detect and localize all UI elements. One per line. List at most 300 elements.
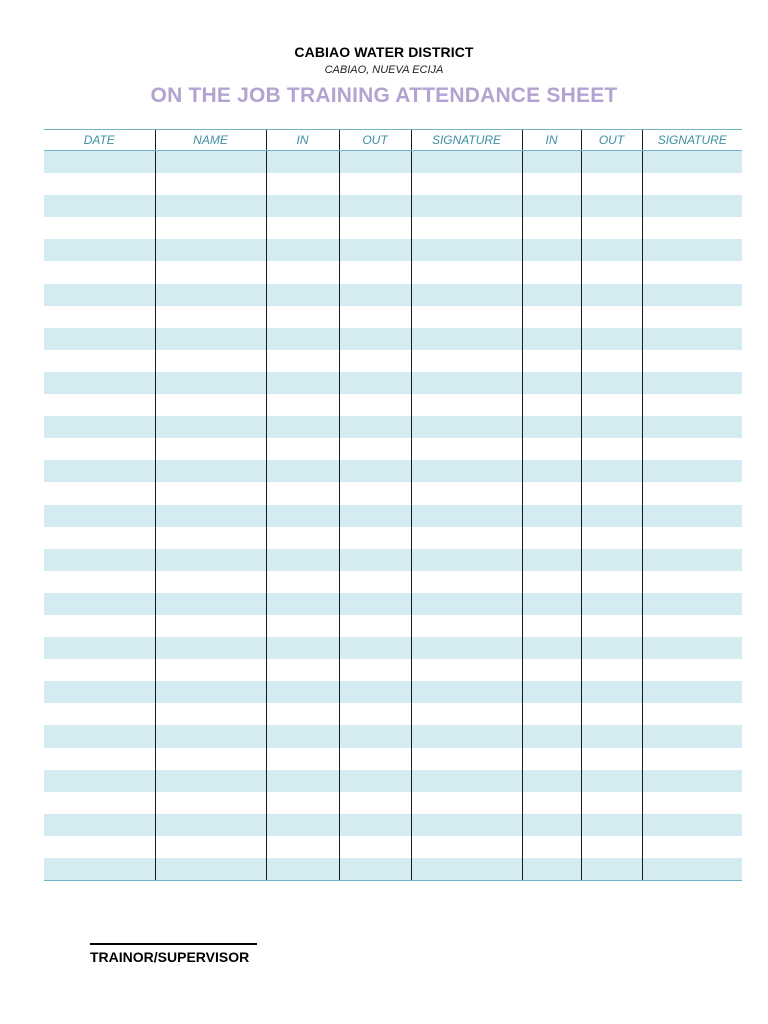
table-cell[interactable] [155, 239, 266, 261]
table-cell[interactable] [581, 858, 642, 881]
table-cell[interactable] [581, 306, 642, 328]
table-cell[interactable] [581, 239, 642, 261]
table-cell[interactable] [44, 792, 155, 814]
table-cell[interactable] [44, 748, 155, 770]
table-cell[interactable] [266, 482, 339, 504]
table-cell[interactable] [155, 814, 266, 836]
table-row [44, 615, 742, 637]
table-cell[interactable] [339, 593, 411, 615]
table-cell[interactable] [522, 858, 581, 881]
table-cell[interactable] [266, 372, 339, 394]
table-cell[interactable] [642, 637, 742, 659]
table-cell[interactable] [411, 151, 522, 174]
table-cell[interactable] [642, 770, 742, 792]
table-cell[interactable] [155, 681, 266, 703]
table-cell[interactable] [339, 571, 411, 593]
table-cell[interactable] [155, 217, 266, 239]
table-cell[interactable] [522, 659, 581, 681]
table-cell[interactable] [411, 593, 522, 615]
table-cell[interactable] [266, 328, 339, 350]
table-cell[interactable] [411, 770, 522, 792]
table-cell[interactable] [411, 239, 522, 261]
table-cell[interactable] [44, 438, 155, 460]
table-cell[interactable] [266, 527, 339, 549]
table-cell[interactable] [266, 173, 339, 195]
table-cell[interactable] [339, 505, 411, 527]
table-cell[interactable] [642, 350, 742, 372]
table-cell[interactable] [411, 460, 522, 482]
table-cell[interactable] [339, 372, 411, 394]
table-cell[interactable] [411, 372, 522, 394]
table-cell[interactable] [522, 748, 581, 770]
table-cell[interactable] [266, 615, 339, 637]
table-cell[interactable] [155, 703, 266, 725]
table-cell[interactable] [266, 858, 339, 881]
table-cell[interactable] [44, 372, 155, 394]
table-cell[interactable] [411, 482, 522, 504]
table-cell[interactable] [266, 460, 339, 482]
table-cell[interactable] [411, 306, 522, 328]
table-cell[interactable] [155, 306, 266, 328]
table-cell[interactable] [522, 372, 581, 394]
table-cell[interactable] [522, 703, 581, 725]
table-cell[interactable] [155, 593, 266, 615]
table-cell[interactable] [339, 328, 411, 350]
table-cell[interactable] [642, 725, 742, 747]
table-cell[interactable] [522, 350, 581, 372]
table-cell[interactable] [339, 416, 411, 438]
table-cell[interactable] [44, 306, 155, 328]
table-row [44, 549, 742, 571]
table-cell[interactable] [339, 239, 411, 261]
table-cell[interactable] [522, 438, 581, 460]
table-row [44, 527, 742, 549]
table-row [44, 460, 742, 482]
table-cell[interactable] [339, 350, 411, 372]
table-row [44, 328, 742, 350]
table-cell[interactable] [642, 593, 742, 615]
table-cell[interactable] [266, 416, 339, 438]
table-cell[interactable] [339, 527, 411, 549]
column-header-signature-1: SIGNATURE [411, 130, 522, 151]
table-cell[interactable] [339, 438, 411, 460]
table-cell[interactable] [266, 571, 339, 593]
table-cell[interactable] [642, 416, 742, 438]
table-cell[interactable] [155, 372, 266, 394]
table-cell[interactable] [155, 350, 266, 372]
table-cell[interactable] [411, 350, 522, 372]
table-cell[interactable] [642, 858, 742, 881]
table-cell[interactable] [642, 615, 742, 637]
table-cell[interactable] [642, 505, 742, 527]
table-header-row [44, 130, 742, 151]
table-cell[interactable] [411, 637, 522, 659]
table-cell[interactable] [155, 173, 266, 195]
table-row [44, 814, 742, 836]
table-cell[interactable] [266, 505, 339, 527]
table-cell[interactable] [44, 261, 155, 283]
table-cell[interactable] [522, 195, 581, 217]
table-row [44, 858, 742, 881]
table-cell[interactable] [522, 725, 581, 747]
signature-label: TRAINOR/SUPERVISOR [90, 949, 250, 965]
table-cell[interactable] [522, 239, 581, 261]
table-cell[interactable] [44, 571, 155, 593]
table-cell[interactable] [155, 615, 266, 637]
table-cell[interactable] [581, 836, 642, 858]
table-cell[interactable] [642, 748, 742, 770]
table-cell[interactable] [522, 173, 581, 195]
table-cell[interactable] [642, 549, 742, 571]
table-cell[interactable] [581, 770, 642, 792]
table-cell[interactable] [339, 748, 411, 770]
org-location: CABIAO, NUEVA ECIJA [324, 64, 444, 76]
table-cell[interactable] [581, 792, 642, 814]
column-header-name: NAME [155, 130, 266, 151]
table-cell[interactable] [581, 615, 642, 637]
table-cell[interactable] [339, 836, 411, 858]
table-cell[interactable] [581, 703, 642, 725]
table-cell[interactable] [266, 438, 339, 460]
table-cell[interactable] [581, 261, 642, 283]
table-cell[interactable] [266, 681, 339, 703]
table-row [44, 770, 742, 792]
table-cell[interactable] [581, 328, 642, 350]
table-cell[interactable] [266, 703, 339, 725]
table-cell[interactable] [155, 792, 266, 814]
table-cell[interactable] [155, 571, 266, 593]
table-cell[interactable] [522, 505, 581, 527]
table-cell[interactable] [642, 372, 742, 394]
table-cell[interactable] [522, 261, 581, 283]
table-cell[interactable] [411, 527, 522, 549]
table-cell[interactable] [155, 836, 266, 858]
table-cell[interactable] [581, 549, 642, 571]
table-cell[interactable] [44, 460, 155, 482]
table-cell[interactable] [642, 217, 742, 239]
table-cell[interactable] [581, 151, 642, 174]
table-cell[interactable] [266, 792, 339, 814]
table-cell[interactable] [642, 482, 742, 504]
table-cell[interactable] [339, 681, 411, 703]
attendance-table [44, 129, 742, 881]
table-cell[interactable] [44, 836, 155, 858]
table-cell[interactable] [266, 836, 339, 858]
table-cell[interactable] [339, 151, 411, 174]
table-cell[interactable] [339, 394, 411, 416]
table-cell[interactable] [339, 637, 411, 659]
table-cell[interactable] [44, 858, 155, 881]
table-cell[interactable] [522, 482, 581, 504]
table-cell[interactable] [581, 372, 642, 394]
table-cell[interactable] [339, 615, 411, 637]
table-cell[interactable] [581, 416, 642, 438]
table-cell[interactable] [581, 748, 642, 770]
table-cell[interactable] [155, 438, 266, 460]
table-cell[interactable] [44, 284, 155, 306]
table-row [44, 195, 742, 217]
table-cell[interactable] [266, 151, 339, 174]
table-cell[interactable] [44, 151, 155, 174]
table-cell[interactable] [581, 725, 642, 747]
table-cell[interactable] [155, 770, 266, 792]
table-cell[interactable] [339, 659, 411, 681]
table-cell[interactable] [642, 659, 742, 681]
table-cell[interactable] [581, 681, 642, 703]
table-cell[interactable] [266, 725, 339, 747]
table-cell[interactable] [581, 593, 642, 615]
table-cell[interactable] [266, 659, 339, 681]
table-cell[interactable] [411, 394, 522, 416]
table-cell[interactable] [642, 792, 742, 814]
table-cell[interactable] [266, 239, 339, 261]
table-cell[interactable] [522, 637, 581, 659]
table-cell[interactable] [522, 571, 581, 593]
table-cell[interactable] [411, 549, 522, 571]
table-cell[interactable] [155, 637, 266, 659]
table-row [44, 637, 742, 659]
table-cell[interactable] [44, 505, 155, 527]
table-cell[interactable] [581, 394, 642, 416]
table-cell[interactable] [339, 703, 411, 725]
table-cell[interactable] [44, 770, 155, 792]
table-cell[interactable] [522, 814, 581, 836]
table-cell[interactable] [522, 394, 581, 416]
table-cell[interactable] [411, 416, 522, 438]
table-cell[interactable] [44, 416, 155, 438]
table-cell[interactable] [411, 659, 522, 681]
table-cell[interactable] [44, 725, 155, 747]
table-cell[interactable] [155, 659, 266, 681]
table-cell[interactable] [411, 173, 522, 195]
table-cell[interactable] [522, 306, 581, 328]
table-cell[interactable] [44, 681, 155, 703]
table-cell[interactable] [642, 394, 742, 416]
table-cell[interactable] [44, 217, 155, 239]
table-row [44, 792, 742, 814]
table-cell[interactable] [44, 615, 155, 637]
table-cell[interactable] [44, 593, 155, 615]
table-row [44, 659, 742, 681]
table-cell[interactable] [339, 460, 411, 482]
table-cell[interactable] [522, 527, 581, 549]
table-cell[interactable] [44, 195, 155, 217]
table-cell[interactable] [339, 482, 411, 504]
table-cell[interactable] [339, 284, 411, 306]
table-cell[interactable] [155, 151, 266, 174]
table-cell[interactable] [522, 593, 581, 615]
table-cell[interactable] [642, 703, 742, 725]
table-cell[interactable] [642, 151, 742, 174]
table-cell[interactable] [155, 505, 266, 527]
table-cell[interactable] [155, 394, 266, 416]
table-cell[interactable] [642, 460, 742, 482]
table-cell[interactable] [44, 482, 155, 504]
table-cell[interactable] [339, 195, 411, 217]
table-cell[interactable] [581, 637, 642, 659]
table-cell[interactable] [155, 328, 266, 350]
table-cell[interactable] [266, 350, 339, 372]
table-cell[interactable] [155, 416, 266, 438]
table-row [44, 173, 742, 195]
table-cell[interactable] [266, 549, 339, 571]
table-cell[interactable] [339, 217, 411, 239]
table-cell[interactable] [266, 394, 339, 416]
table-cell[interactable] [642, 527, 742, 549]
table-row [44, 703, 742, 725]
table-cell[interactable] [522, 681, 581, 703]
table-cell[interactable] [522, 151, 581, 174]
table-row [44, 593, 742, 615]
table-cell[interactable] [411, 261, 522, 283]
table-cell[interactable] [642, 438, 742, 460]
table-cell[interactable] [339, 814, 411, 836]
table-cell[interactable] [411, 703, 522, 725]
table-cell[interactable] [581, 460, 642, 482]
table-cell[interactable] [266, 814, 339, 836]
table-cell[interactable] [411, 438, 522, 460]
table-cell[interactable] [411, 858, 522, 881]
table-cell[interactable] [44, 703, 155, 725]
table-cell[interactable] [44, 328, 155, 350]
table-cell[interactable] [522, 549, 581, 571]
table-cell[interactable] [411, 681, 522, 703]
table-cell[interactable] [44, 239, 155, 261]
table-cell[interactable] [266, 748, 339, 770]
table-cell[interactable] [339, 770, 411, 792]
table-cell[interactable] [411, 284, 522, 306]
table-cell[interactable] [522, 792, 581, 814]
table-cell[interactable] [411, 814, 522, 836]
table-cell[interactable] [642, 571, 742, 593]
table-cell[interactable] [155, 527, 266, 549]
table-cell[interactable] [155, 261, 266, 283]
table-cell[interactable] [339, 306, 411, 328]
table-cell[interactable] [339, 549, 411, 571]
table-cell[interactable] [522, 770, 581, 792]
table-cell[interactable] [266, 306, 339, 328]
table-cell[interactable] [522, 615, 581, 637]
table-cell[interactable] [411, 725, 522, 747]
table-row [44, 505, 742, 527]
table-cell[interactable] [642, 836, 742, 858]
table-cell[interactable] [411, 195, 522, 217]
table-cell[interactable] [155, 549, 266, 571]
table-cell[interactable] [642, 261, 742, 283]
table-cell[interactable] [266, 217, 339, 239]
attendance-table-wrapper [44, 129, 742, 881]
table-body [44, 151, 742, 881]
table-cell[interactable] [522, 284, 581, 306]
table-cell[interactable] [339, 173, 411, 195]
table-cell[interactable] [581, 195, 642, 217]
column-header-signature-2: SIGNATURE [642, 130, 742, 151]
table-cell[interactable] [155, 725, 266, 747]
table-cell[interactable] [411, 615, 522, 637]
table-cell[interactable] [44, 350, 155, 372]
table-cell[interactable] [642, 681, 742, 703]
table-cell[interactable] [155, 284, 266, 306]
table-row [44, 394, 742, 416]
table-cell[interactable] [411, 792, 522, 814]
table-cell[interactable] [581, 173, 642, 195]
table-cell[interactable] [642, 306, 742, 328]
table-cell[interactable] [522, 460, 581, 482]
table-cell[interactable] [44, 637, 155, 659]
table-cell[interactable] [411, 217, 522, 239]
table-cell[interactable] [339, 261, 411, 283]
table-cell[interactable] [44, 394, 155, 416]
table-cell[interactable] [581, 438, 642, 460]
table-cell[interactable] [411, 748, 522, 770]
table-cell[interactable] [44, 173, 155, 195]
table-cell[interactable] [266, 195, 339, 217]
sheet-title: ON THE JOB TRAINING ATTENDANCE SHEET [150, 84, 618, 107]
table-cell[interactable] [44, 814, 155, 836]
table-cell[interactable] [411, 505, 522, 527]
table-cell[interactable] [642, 173, 742, 195]
table-cell[interactable] [155, 482, 266, 504]
table-cell[interactable] [339, 792, 411, 814]
table-cell[interactable] [266, 770, 339, 792]
table-cell[interactable] [581, 659, 642, 681]
table-cell[interactable] [339, 858, 411, 881]
table-row [44, 438, 742, 460]
table-cell[interactable] [44, 549, 155, 571]
table-cell[interactable] [411, 571, 522, 593]
table-row [44, 261, 742, 283]
table-cell[interactable] [522, 416, 581, 438]
table-cell[interactable] [642, 284, 742, 306]
table-row [44, 571, 742, 593]
table-row [44, 725, 742, 747]
table-cell[interactable] [642, 328, 742, 350]
table-cell[interactable] [44, 527, 155, 549]
table-cell[interactable] [339, 725, 411, 747]
table-cell[interactable] [642, 195, 742, 217]
table-cell[interactable] [155, 858, 266, 881]
table-cell[interactable] [522, 328, 581, 350]
table-cell[interactable] [155, 460, 266, 482]
table-cell[interactable] [44, 659, 155, 681]
table-cell[interactable] [155, 195, 266, 217]
table-cell[interactable] [581, 482, 642, 504]
table-cell[interactable] [581, 527, 642, 549]
table-cell[interactable] [642, 814, 742, 836]
table-cell[interactable] [581, 505, 642, 527]
table-cell[interactable] [266, 261, 339, 283]
table-cell[interactable] [266, 593, 339, 615]
table-cell[interactable] [581, 217, 642, 239]
table-cell[interactable] [266, 637, 339, 659]
table-cell[interactable] [522, 836, 581, 858]
table-cell[interactable] [155, 748, 266, 770]
table-row [44, 416, 742, 438]
table-cell[interactable] [411, 328, 522, 350]
table-cell[interactable] [266, 284, 339, 306]
table-cell[interactable] [411, 836, 522, 858]
table-cell[interactable] [642, 239, 742, 261]
table-cell[interactable] [581, 284, 642, 306]
table-row [44, 350, 742, 372]
table-cell[interactable] [581, 814, 642, 836]
table-cell[interactable] [522, 217, 581, 239]
table-row [44, 217, 742, 239]
table-cell[interactable] [581, 571, 642, 593]
table-row [44, 482, 742, 504]
table-row [44, 748, 742, 770]
table-cell[interactable] [581, 350, 642, 372]
